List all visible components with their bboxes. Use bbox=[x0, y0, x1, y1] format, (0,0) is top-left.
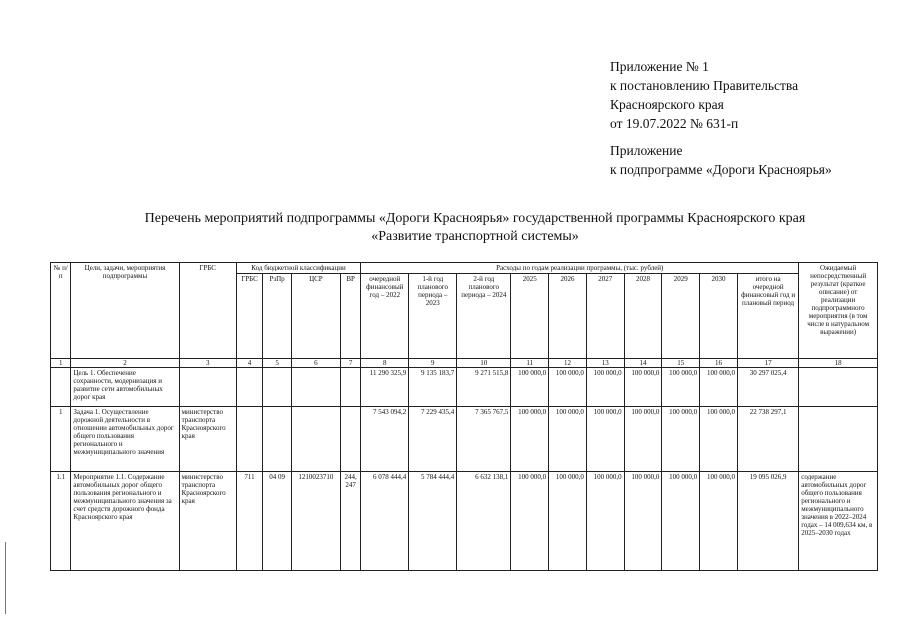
column-number: 18 bbox=[799, 359, 878, 368]
header-code-col: ВР bbox=[340, 274, 360, 359]
row-value: 100 000,0 bbox=[586, 472, 624, 571]
row-value: 6 632 138,1 bbox=[457, 472, 511, 571]
row-csr: 1210023710 bbox=[291, 472, 340, 571]
header-year-col: 2029 bbox=[662, 274, 700, 359]
row-value: 100 000,0 bbox=[511, 472, 549, 571]
column-number: 14 bbox=[624, 359, 662, 368]
row-value: 100 000,0 bbox=[700, 472, 738, 571]
row-rzpr bbox=[263, 368, 292, 407]
header-code-col: ЦСР bbox=[291, 274, 340, 359]
header-row bbox=[51, 263, 878, 274]
row-value: 100 000,0 bbox=[511, 368, 549, 407]
column-number: 9 bbox=[409, 359, 457, 368]
column-number: 17 bbox=[737, 359, 798, 368]
document-title bbox=[60, 210, 890, 246]
header-year-col: 2028 bbox=[624, 274, 662, 359]
row-grbs-code: 711 bbox=[236, 472, 263, 571]
table-row-task bbox=[51, 407, 878, 472]
annex-main-block bbox=[610, 57, 798, 133]
row-num: 1 bbox=[51, 407, 71, 472]
header-num: № п/п bbox=[51, 263, 71, 359]
row-value: 7 229 435,4 bbox=[409, 407, 457, 472]
annex-line: к постановлению Правительства bbox=[610, 78, 799, 93]
column-number-row bbox=[51, 359, 878, 368]
column-number: 6 bbox=[291, 359, 340, 368]
row-name: Мероприятие 1.1. Содержание автомобильных дорог общего пользования регионального и межмуниципального значения за счет средств дорожного фонда Красноярского края bbox=[71, 472, 179, 571]
row-result bbox=[799, 407, 878, 472]
row-total: 22 738 297,1 bbox=[737, 407, 798, 472]
measures-table bbox=[50, 262, 878, 571]
row-value: 100 000,0 bbox=[700, 368, 738, 407]
row-rzpr bbox=[263, 407, 292, 472]
row-value: 100 000,0 bbox=[662, 368, 700, 407]
row-value: 100 000,0 bbox=[700, 407, 738, 472]
column-number: 15 bbox=[662, 359, 700, 368]
header-year-col: 2027 bbox=[586, 274, 624, 359]
annex-line: к подпрограмме «Дороги Красноярья» bbox=[610, 162, 832, 177]
header-result: Ожидаемый непосредственный результат (краткое описание) от реализации подпрограммного мероприятия (в том числе в натуральном выражении) bbox=[799, 263, 878, 359]
row-num: 1.1 bbox=[51, 472, 71, 571]
row-grbs-name: министерство транспорта Красноярского края bbox=[179, 472, 236, 571]
annex-subprogram-block bbox=[610, 141, 832, 179]
column-number: 12 bbox=[549, 359, 587, 368]
row-value: 7 543 094,2 bbox=[361, 407, 409, 472]
column-number: 8 bbox=[361, 359, 409, 368]
row-value: 100 000,0 bbox=[511, 407, 549, 472]
annex-line: Приложение № 1 bbox=[610, 59, 709, 74]
column-number: 1 bbox=[51, 359, 71, 368]
column-number: 16 bbox=[700, 359, 738, 368]
table-row-event bbox=[51, 472, 878, 571]
row-name: Задача 1. Осуществление дорожной деятельности в отношении автомобильных дорог общего пользования регионального и межмуниципального значения bbox=[71, 407, 179, 472]
header-year-col: итого на очередной финансовый год и плановый период bbox=[737, 274, 798, 359]
header-code-col: ГРБС bbox=[236, 274, 263, 359]
row-value: 100 000,0 bbox=[586, 407, 624, 472]
header-code-col: РзПр bbox=[263, 274, 292, 359]
column-number: 11 bbox=[511, 359, 549, 368]
row-grbs-name: министерство транспорта Красноярского края bbox=[179, 407, 236, 472]
column-number: 7 bbox=[340, 359, 360, 368]
row-vr: 244, 247 bbox=[340, 472, 360, 571]
row-value: 9 135 183,7 bbox=[409, 368, 457, 407]
header-year-col: 2026 bbox=[549, 274, 587, 359]
row-grbs-name bbox=[179, 368, 236, 407]
column-number: 3 bbox=[179, 359, 236, 368]
row-name: Цель 1. Обеспечение сохранности, модернизация и развитие сети автомобильных дорог края bbox=[71, 368, 179, 407]
row-num bbox=[51, 368, 71, 407]
row-value: 100 000,0 bbox=[549, 472, 587, 571]
column-number: 10 bbox=[457, 359, 511, 368]
scan-edge-line bbox=[5, 542, 6, 614]
row-result: содержание автомобильных дорог общего пользования регионального и межмуниципального значения в 2022–2024 годах – 14 009,634 км, в 2025–2030 годах bbox=[799, 472, 878, 571]
table-row-goal bbox=[51, 368, 878, 407]
row-value: 100 000,0 bbox=[624, 407, 662, 472]
header-year-col: 2025 bbox=[511, 274, 549, 359]
column-number: 5 bbox=[263, 359, 292, 368]
header-year-col: 2-й год планового периода – 2024 bbox=[457, 274, 511, 359]
row-rzpr: 04 09 bbox=[263, 472, 292, 571]
row-value: 100 000,0 bbox=[586, 368, 624, 407]
row-value: 100 000,0 bbox=[624, 472, 662, 571]
annex-line: от 19.07.2022 № 631-п bbox=[610, 116, 739, 131]
header-year-col: очередной финансовый год – 2022 bbox=[361, 274, 409, 359]
row-value: 6 078 444,4 bbox=[361, 472, 409, 571]
annex-line: Красноярского края bbox=[610, 97, 724, 112]
row-value: 100 000,0 bbox=[662, 472, 700, 571]
header-grbs: ГРБС bbox=[179, 263, 236, 359]
title-line: «Развитие транспортной системы» bbox=[371, 229, 579, 244]
header-expenses: Расходы по годам реализации программы, (тыс. рублей) bbox=[361, 263, 799, 274]
column-number: 2 bbox=[71, 359, 179, 368]
row-value: 100 000,0 bbox=[549, 407, 587, 472]
title-line: Перечень мероприятий подпрограммы «Дороги Красноярья» государственной программы Красноярского края bbox=[144, 211, 806, 226]
row-value: 100 000,0 bbox=[624, 368, 662, 407]
row-value: 7 365 767,5 bbox=[457, 407, 511, 472]
row-value: 11 290 325,9 bbox=[361, 368, 409, 407]
row-value: 100 000,0 bbox=[549, 368, 587, 407]
row-value: 100 000,0 bbox=[662, 407, 700, 472]
row-csr bbox=[291, 407, 340, 472]
column-number: 13 bbox=[586, 359, 624, 368]
row-vr bbox=[340, 368, 360, 407]
row-value: 5 784 444,4 bbox=[409, 472, 457, 571]
row-total: 19 095 026,9 bbox=[737, 472, 798, 571]
row-value: 9 271 515,8 bbox=[457, 368, 511, 407]
row-csr bbox=[291, 368, 340, 407]
column-number: 4 bbox=[236, 359, 263, 368]
row-total: 30 297 025,4 bbox=[737, 368, 798, 407]
header-goals: Цели, задачи, мероприятия подпрограммы bbox=[71, 263, 179, 359]
row-grbs-code bbox=[236, 407, 263, 472]
annex-line: Приложение bbox=[610, 143, 683, 158]
header-year-col: 2030 bbox=[700, 274, 738, 359]
row-grbs-code bbox=[236, 368, 263, 407]
row-vr bbox=[340, 407, 360, 472]
row-result bbox=[799, 368, 878, 407]
header-budget-code: Код бюджетной классификации bbox=[236, 263, 361, 274]
header-year-col: 1-й год планового периода – 2023 bbox=[409, 274, 457, 359]
